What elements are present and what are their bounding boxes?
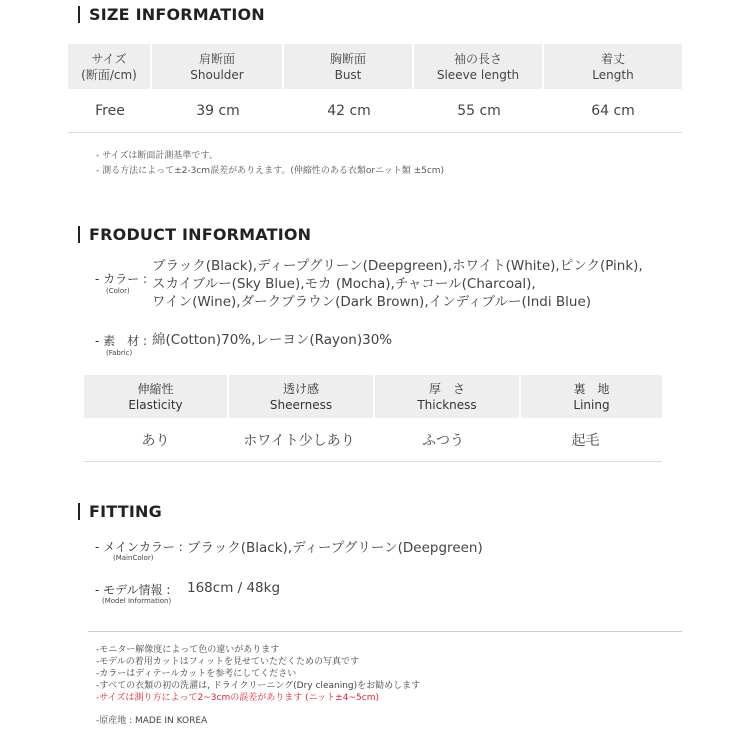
fabric-value: 綿(Cotton)70%,レーヨン(Rayon)30% (152, 332, 393, 348)
size-table-header (68, 44, 682, 89)
title-bar (78, 6, 80, 23)
model-info-value: 168cm / 48kg (187, 580, 281, 596)
size-header-size: サイズ (断面/cm) (68, 44, 152, 89)
color-sublabel: (Color) (106, 287, 130, 295)
prop-value-sheerness: ホワイト少しあり (243, 432, 355, 449)
size-header-sleeve: 袖の長さ Sleeve length (414, 44, 544, 89)
model-info-label: - モデル情報 : (95, 583, 171, 597)
color-line-1: ブラック(Black),ディープグリーン(Deepgreen),ホワイト(White),ピンク(Pink), (152, 258, 643, 274)
bottom-note: -モデルの着用カットはフィットを見せていただくための写真です (96, 657, 359, 667)
title-bar (78, 503, 80, 520)
title-bar (78, 226, 80, 243)
fabric-sublabel: (Fabric) (106, 349, 133, 357)
size-value-shoulder: 39 cm (196, 102, 240, 119)
fabric-label: - 素 材 : (95, 334, 148, 348)
main-color-sublabel: (MainColor) (113, 554, 154, 562)
size-notes (96, 149, 444, 179)
size-value-length: 64 cm (591, 102, 635, 119)
main-color-value: ブラック(Black),ディープグリーン(Deepgreen) (187, 540, 483, 556)
prop-value-lining: 起毛 (571, 432, 600, 449)
bottom-note: -すべての衣類の初の洗濯は, ドライクリーニング(Dry cleaning)をお勧めします (96, 681, 421, 691)
origin-note: -原産地 : MADE IN KOREA (96, 716, 208, 726)
size-section-title (78, 5, 265, 24)
size-header-shoulder: 肩断面 Shoulder (152, 44, 284, 89)
fitting-title-text: FITTING (89, 502, 162, 521)
color-list (152, 257, 643, 311)
size-value-size: Free (95, 102, 125, 119)
color-line-2: スカイブルー(Sky Blue),モカ (Mocha),チャコール(Charcoal), (152, 276, 536, 292)
prop-header-lining: 裏 地 Lining (521, 375, 662, 418)
color-label: - カラー : (95, 272, 148, 286)
prop-header-elasticity: 伸縮性 Elasticity (84, 375, 227, 418)
size-note-1: - サイズは断面計測基準です。 (96, 151, 218, 161)
bottom-notes (96, 644, 420, 704)
product-title-text: FRODUCT INFORMATION (89, 225, 312, 244)
main-color-label: - メインカラー : (95, 540, 183, 554)
bottom-note: -カラーはディテールカットを参考にしてください (96, 669, 297, 679)
bottom-note-warning: -サイズは測り方によって2~3cmの誤差があります (ニット±4~5cm) (96, 693, 380, 703)
prop-value-elasticity: あり (141, 432, 170, 449)
divider (88, 631, 682, 632)
size-header-length: 着丈 Length (592, 51, 634, 82)
fitting-section-title (78, 502, 162, 521)
properties-header (84, 375, 662, 418)
size-value-sleeve: 55 cm (457, 102, 501, 119)
properties-table (84, 375, 662, 462)
size-table-row (68, 89, 682, 133)
color-line-3: ワイン(Wine),ダークブラウン(Dark Brown),インディブルー(Indi Blue) (152, 294, 592, 310)
prop-header-thickness: 厚 さ Thickness (375, 375, 519, 418)
size-value-bust: 42 cm (327, 102, 371, 119)
model-info-sublabel: (Model Information) (102, 597, 172, 605)
size-table (68, 44, 682, 133)
size-header-bust: 胸断面 Bust (284, 44, 414, 89)
prop-value-thickness: ふつう (422, 432, 464, 449)
properties-row (84, 418, 662, 462)
size-title-text: SIZE INFORMATION (89, 5, 265, 24)
size-note-2: - 測る方法によって±2-3cm誤差がありえます。(伸縮性のある衣類orニット類 ±5cm) (96, 166, 445, 176)
product-section-title (78, 225, 311, 244)
bottom-note: -モニター解像度によって色の違いがあります (96, 645, 280, 655)
prop-header-sheerness: 透け感 Sheerness (229, 375, 373, 418)
